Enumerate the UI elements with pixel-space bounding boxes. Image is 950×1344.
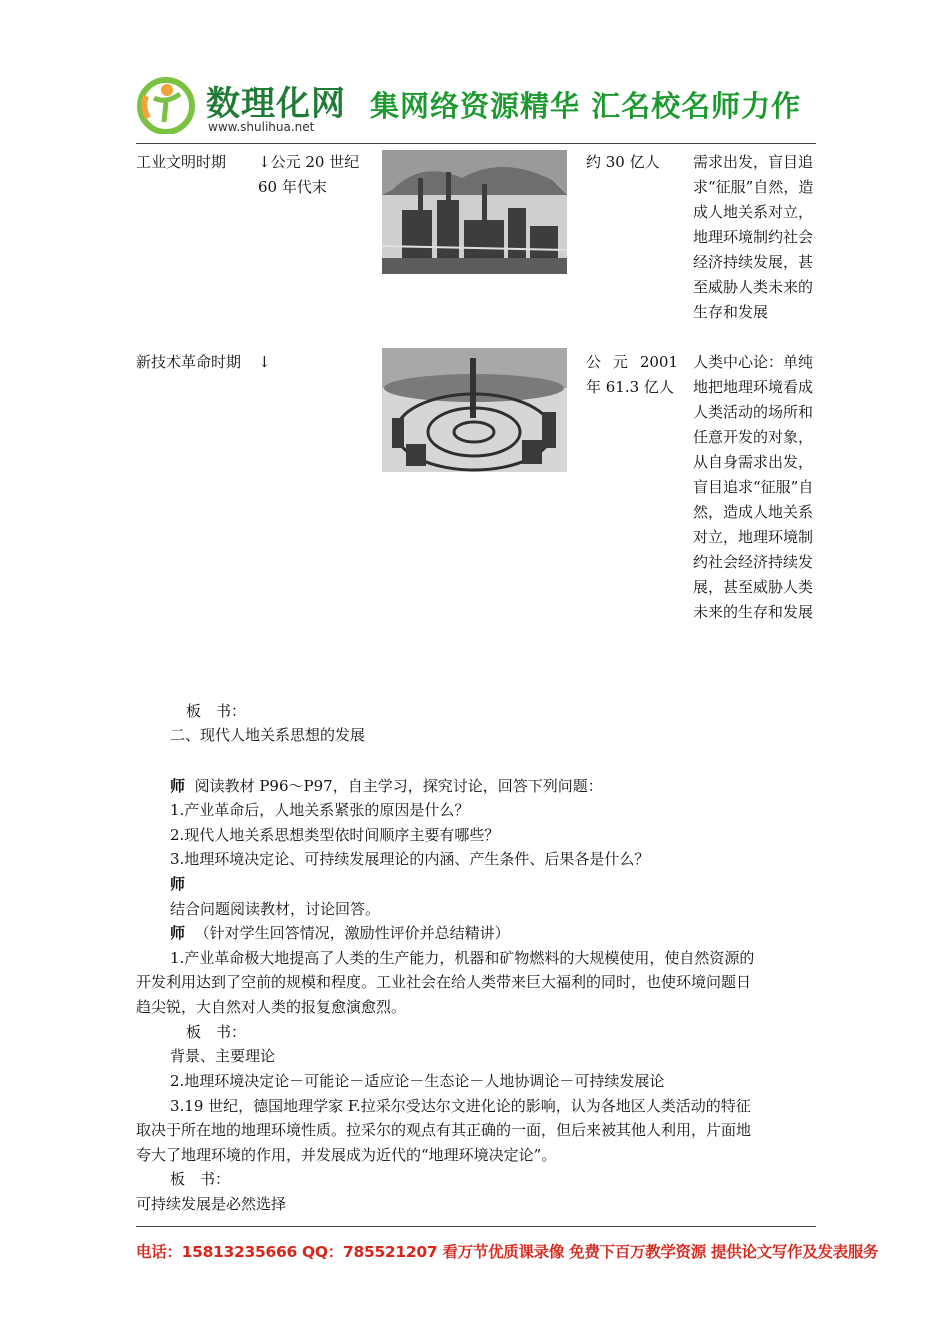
industrial-city-image [382,150,567,274]
logo-icon [136,74,196,134]
answer-3-line-3: 夸大了地理环境的作用，并发展成为近代的“地理环境决定论”。 [136,1146,557,1164]
table-row-2-population: 公 元 2001 年 61.3 亿人 [586,353,678,396]
teacher-text: 阅读教材 P96～P97，自主学习，探究讨论，回答下列问题： [194,777,603,795]
teacher-instruction-1 [170,775,603,796]
teacher-label: 师 [170,777,186,795]
table-row-2-description: 人类中心论：单纯地把地理环境看成人类活动的场所和任意开发的对象，从自身需求出发，盲目追求“征服”自然，造成人地关系对立，地理环境制约社会经济持续发展，甚至威胁人类未来的生存和发展 [693,353,814,621]
answer-2: 2.地理环境决定论－可能论－适应论－生态论－人地协调论－可持续发展论 [170,1072,665,1090]
answer-3-line-2: 取决于所在地的地理环境性质。拉采尔的观点有其正确的一面，但后来被其他人利用，片面地 [136,1121,752,1139]
answer-1-line-2: 开发利用达到了空前的规模和程度。工业社会在给人类带来巨大福利的同时，也使环境问题日 [136,973,752,991]
teacher-label-2: 师 [170,875,186,893]
board-text-3: 可持续发展是必然选择 [136,1195,287,1213]
table-row-2-time: ↓ [258,353,271,371]
teacher-instruction-3 [170,922,510,943]
board-label-3: 板 书： [170,1170,231,1188]
board-label-2: 板 书： [186,1023,247,1041]
header-divider [136,143,816,144]
board-text-2: 背景、主要理论 [170,1047,276,1065]
footer-contact: 电话：15813235666 QQ：785521207 看万节优质课录像 免费下百万教学资源 提供论文写作及发表服务 [136,1243,879,1261]
header-slogan: 集网络资源精华 汇名校名师力作 [370,89,802,123]
table-row-1-era: 工业文明时期 [136,153,227,171]
table-row-1-description: 需求出发，盲目追求“征服”自然，造成人地关系对立，地理环境制约社会经济持续发展，甚至威胁人类未来的生存和发展 [693,153,814,321]
footer-divider [136,1226,816,1227]
table-row-1-population: 约 30 亿人 [586,153,660,171]
logo-url[interactable]: www.shulihua.net [208,120,315,134]
teacher-label: 师 [170,924,186,942]
board-text-1: 二、现代人地关系思想的发展 [170,726,366,744]
logo-text: 数理化网 [206,84,346,124]
answer-1-line-1: 1.产业革命极大地提高了人类的生产能力，机器和矿物燃料的大规模使用，使自然资源的 [170,949,755,967]
answer-3-line-1: 3.19 世纪，德国地理学家 F.拉采尔受达尔文进化论的影响，认为各地区人类活动的特征 [170,1097,751,1115]
question-3: 3.地理环境决定论、可持续发展理论的内涵、产生条件、后果各是什么？ [170,850,650,868]
question-2: 2.现代人地关系思想类型依时间顺序主要有哪些？ [170,826,500,844]
table-row-1-time: ↓公元 20 世纪 60 年代末 [258,153,360,196]
student-activity: 结合问题阅读教材，讨论回答。 [170,900,381,918]
site-header [136,70,816,145]
answer-1-line-3: 趋尖锐，大自然对人类的报复愈演愈烈。 [136,998,407,1016]
board-label-1: 板 书： [186,702,247,720]
question-1: 1.产业革命后，人地关系紧张的原因是什么？ [170,801,470,819]
modern-city-image [382,348,567,472]
table-row-2-era: 新技术革命时期 [136,353,242,371]
teacher-text: （针对学生回答情况，激励性评价并总结精讲） [194,924,510,942]
